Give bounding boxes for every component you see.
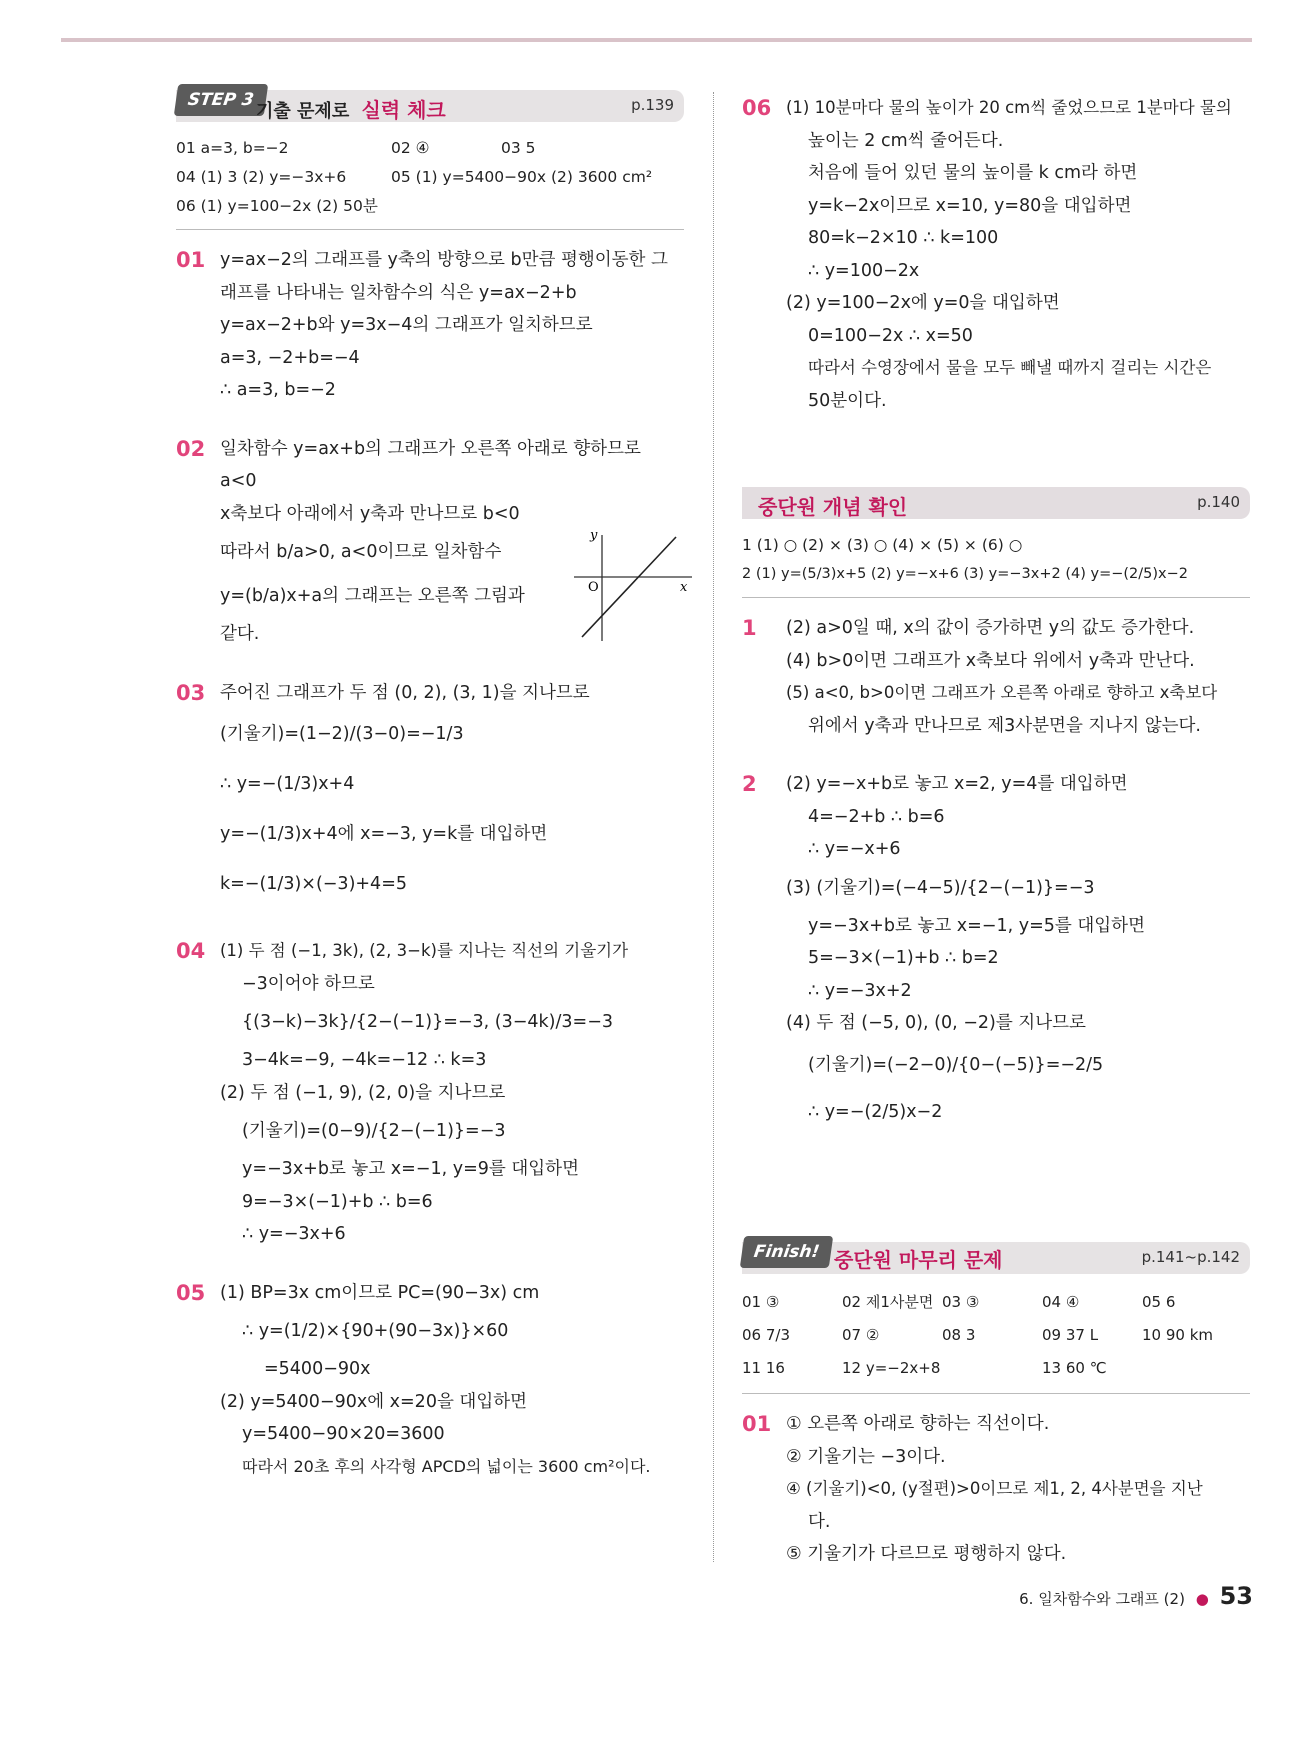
solution-line: 50분이다.: [808, 390, 887, 411]
solution-line: ∴ y=−x+6: [808, 839, 901, 859]
separator: [742, 597, 1250, 598]
solution-line: {(3−k)−3k}/{2−(−1)}=−3, (3−4k)/3=−3: [242, 1012, 613, 1032]
answer-item: 06 (1) y=100−2x (2) 50분: [176, 197, 378, 215]
solution-line: 80=k−2×10 ∴ k=100: [808, 228, 999, 248]
solution-line: 5=−3×(−1)+b ∴ b=2: [808, 948, 999, 968]
solution-line: k=−(1/3)×(−3)+4=5: [220, 874, 407, 894]
solution-line: =5400−90x: [264, 1359, 371, 1379]
page-number: 53: [1219, 1582, 1253, 1610]
bullet-icon: ●: [1195, 1590, 1209, 1608]
answer-item: 01 ③: [742, 1293, 780, 1311]
solution-line: 따라서 수영장에서 물을 모두 빼낼 때까지 걸리는 시간은: [808, 358, 1212, 377]
finish-header: [742, 1242, 1250, 1274]
solution-line: ④ (기울기)<0, (y절편)>0이므로 제1, 2, 4사분면을 지난: [786, 1479, 1203, 1498]
solution-line: y=5400−90×20=3600: [242, 1424, 445, 1444]
chapter-title: 6. 일차함수와 그래프 (2): [1019, 1590, 1185, 1608]
solution-line: ∴ y=100−2x: [808, 260, 920, 281]
solution-line: −3이어야 하므로: [242, 973, 375, 994]
solution-line: 0=100−2x ∴ x=50: [808, 325, 973, 346]
solution-line: y=(b/a)x+a의 그래프는 오른쪽 그림과: [220, 586, 525, 606]
solution-line: ∴ a=3, b=−2: [220, 380, 336, 400]
solution-line: 따라서 b/a>0, a<0이므로 일차함수: [220, 542, 502, 562]
solution-line: ∴ y=−3x+2: [808, 980, 912, 1001]
finish-section: [742, 1242, 1250, 1597]
solution-line: (2) y=−x+b로 놓고 x=2, y=4를 대입하면: [786, 774, 1128, 794]
solution-line: a<0: [220, 471, 257, 491]
problem-05: [176, 1277, 684, 1484]
solution-line: (기울기)=(−2−0)/{0−(−5)}=−2/5: [808, 1054, 1104, 1075]
solution-line: (1) 10분마다 물의 높이가 20 cm씩 줄었으므로 1분마다 물의: [786, 98, 1232, 117]
graph-figure: [564, 529, 694, 644]
y-axis-label: y: [590, 528, 598, 543]
solution-line: (4) b>0이면 그래프가 x축보다 위에서 y축과 만난다.: [786, 650, 1195, 671]
solution-line: y=−3x+b로 놓고 x=−1, y=5를 대입하면: [808, 915, 1145, 936]
answer-item: 1 (1) ○ (2) × (3) ○ (4) × (5) × (6) ○: [742, 536, 1023, 554]
page-footer: [1019, 1582, 1253, 1610]
answer-item: 05 (1) y=5400−90x (2) 3600 cm²: [391, 168, 653, 186]
answer-item: 10 90 km: [1142, 1326, 1214, 1344]
problem-number: 01: [742, 1412, 772, 1436]
problem-04: [176, 935, 684, 1251]
answer-item: 04 ④: [1042, 1293, 1080, 1311]
problem-number: 02: [176, 436, 206, 461]
answer-item: 13 60 ℃: [1042, 1359, 1107, 1377]
step3-answer-key: [176, 134, 684, 221]
concept-check-header: [742, 487, 1250, 519]
top-rule: [61, 38, 1252, 42]
finish-answer-key: [742, 1286, 1250, 1385]
answer-item: 01 a=3, b=−2: [176, 139, 289, 157]
problem-number: 05: [176, 1280, 206, 1305]
right-column: [742, 92, 1250, 1160]
answer-item: 09 37 L: [1042, 1326, 1099, 1344]
origin-label: O: [588, 579, 599, 595]
solution-line: y=−3x+b로 놓고 x=−1, y=9를 대입하면: [242, 1159, 579, 1179]
solution-line: 같다.: [220, 624, 260, 644]
answer-item: 12 y=−2x+8: [842, 1359, 941, 1377]
concept-check-page-ref: p.140: [1197, 493, 1240, 511]
solution-line: (1) BP=3x cm이므로 PC=(90−3x) cm: [220, 1282, 540, 1303]
answer-item: 02 제1사분면: [842, 1293, 934, 1311]
problem-number: 01: [176, 248, 206, 272]
finish-title: 중단원 마무리 문제: [834, 1248, 1003, 1272]
solution-line: x축보다 아래에서 y축과 만나므로 b<0: [220, 503, 520, 524]
solution-line: 위에서 y축과 만나므로 제3사분면을 지나지 않는다.: [808, 715, 1201, 736]
solution-line: (5) a<0, b>0이면 그래프가 오른쪽 아래로 향하고 x축보다: [786, 683, 1218, 702]
solution-line: (2) y=100−2x에 y=0을 대입하면: [786, 293, 1060, 313]
solution-line: 래프를 나타내는 일차함수의 식은 y=ax−2+b: [220, 282, 577, 303]
solution-line: y=ax−2의 그래프를 y축의 방향으로 b만큼 평행이동한 그: [220, 250, 668, 270]
concept-problem-2: [742, 768, 1250, 1134]
solution-line: y=k−2x이므로 x=10, y=80을 대입하면: [808, 195, 1132, 216]
solution-line: (2) 두 점 (−1, 9), (2, 0)을 지나므로: [220, 1082, 506, 1103]
x-axis-label: x: [680, 579, 688, 595]
problem-number: 04: [176, 939, 206, 963]
solution-line: a=3, −2+b=−4: [220, 347, 360, 368]
solution-line: ∴ y=(1/2)×{90+(90−3x)}×60: [242, 1321, 509, 1341]
column-divider: [713, 92, 714, 1562]
answer-item: 07 ②: [842, 1326, 880, 1344]
solution-line: 3−4k=−9, −4k=−12 ∴ k=3: [242, 1050, 487, 1070]
answer-item: 03 ③: [942, 1293, 980, 1311]
problem-number: 03: [176, 680, 206, 705]
step3-header: [176, 90, 684, 122]
solution-line: (2) y=5400−90x에 x=20을 대입하면: [220, 1391, 528, 1412]
solution-line: (기울기)=(0−9)/{2−(−1)}=−3: [242, 1121, 506, 1141]
solution-line: 높이는 2 cm씩 줄어든다.: [808, 130, 1004, 151]
solution-line: ② 기울기는 −3이다.: [786, 1446, 946, 1467]
solution-line: 따라서 20초 후의 사각형 APCD의 넓이는 3600 cm²이다.: [242, 1456, 651, 1476]
step3-page-ref: p.139: [631, 96, 674, 114]
answer-item: 02 ④: [391, 139, 430, 157]
solution-line: (2) a>0일 때, x의 값이 증가하면 y의 값도 증가한다.: [786, 618, 1195, 638]
problem-number: 06: [742, 96, 772, 120]
answer-item: 05 6: [1142, 1293, 1176, 1311]
solution-line: y=−(1/3)x+4에 x=−3, y=k를 대입하면: [220, 824, 548, 844]
solution-line: y=ax−2+b와 y=3x−4의 그래프가 일치하므로: [220, 315, 593, 335]
solution-line: 처음에 들어 있던 물의 높이를 k cm라 하면: [808, 163, 1138, 183]
answer-item: 06 7/3: [742, 1326, 790, 1344]
problem-02: [176, 433, 688, 651]
answer-item: 03 5: [501, 139, 536, 157]
solution-line: ∴ y=−3x+6: [242, 1224, 346, 1244]
problem-number: 2: [742, 772, 757, 796]
concept-problem-1: [742, 612, 1250, 742]
solution-line: 4=−2+b ∴ b=6: [808, 806, 945, 827]
finish-page-ref: p.141~p.142: [1141, 1248, 1240, 1266]
answer-item: 04 (1) 3 (2) y=−3x+6: [176, 168, 347, 186]
solution-line: (1) 두 점 (−1, 3k), (2, 3−k)를 지나는 직선의 기울기가: [220, 941, 629, 960]
problem-06: [742, 92, 1250, 417]
separator: [176, 229, 684, 230]
solution-line: (기울기)=(1−2)/(3−0)=−1/3: [220, 724, 464, 744]
solution-line: (4) 두 점 (−5, 0), (0, −2)를 지나므로: [786, 1013, 1086, 1033]
answer-item: 11 16: [742, 1359, 785, 1377]
problem-number: 1: [742, 616, 757, 640]
solution-line: ∴ y=−(2/5)x−2: [808, 1101, 943, 1122]
solution-line: (3) (기울기)=(−4−5)/{2−(−1)}=−3: [786, 877, 1095, 898]
answer-item: 2 (1) y=(5/3)x+5 (2) y=−x+6 (3) y=−3x+2 (4) y=−(2/5)x−2: [742, 566, 1188, 582]
solution-line: ① 오른쪽 아래로 향하는 직선이다.: [786, 1414, 1050, 1434]
step3-badge: STEP 3: [174, 84, 268, 116]
problem-03: [176, 677, 684, 910]
solution-line: 9=−3×(−1)+b ∴ b=6: [242, 1191, 433, 1212]
solution-line: ∴ y=−(1/3)x+4: [220, 774, 355, 794]
step3-title-a: 기출 문제로: [256, 101, 350, 122]
solution-line: 다.: [808, 1511, 831, 1532]
finish-problem-01: [742, 1408, 1250, 1571]
concept-answer-key: [742, 531, 1250, 589]
solution-line: 주어진 그래프가 두 점 (0, 2), (3, 1)을 지나므로: [220, 682, 590, 703]
problem-01: [176, 244, 684, 407]
step3-title-b: 실력 체크: [361, 98, 446, 122]
solution-line: ⑤ 기울기가 다르므로 평행하지 않다.: [786, 1544, 1067, 1564]
finish-badge: Finish!: [740, 1236, 834, 1268]
answer-item: 08 3: [942, 1326, 976, 1344]
left-column: [176, 90, 688, 1509]
separator: [742, 1393, 1250, 1394]
concept-check-title: 중단원 개념 확인: [758, 495, 908, 519]
solution-line: 일차함수 y=ax+b의 그래프가 오른쪽 아래로 향하므로: [220, 438, 641, 459]
